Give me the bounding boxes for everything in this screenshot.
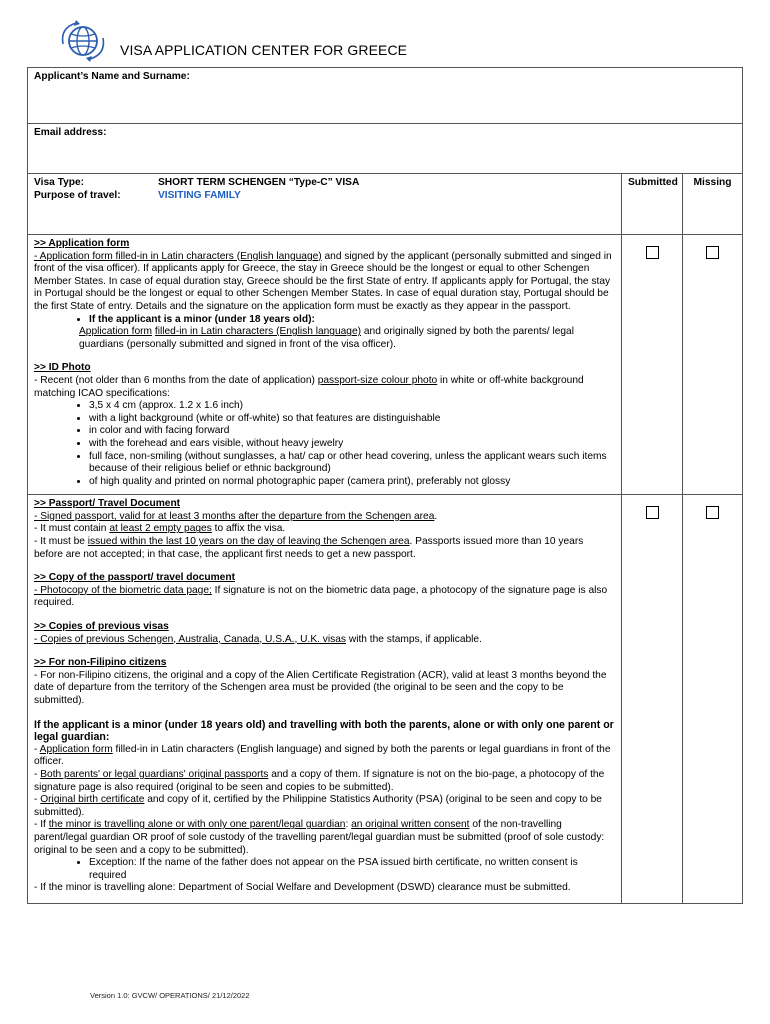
application-photo-section: >> Application form - Application form filled-in in Latin characters (English language) and signed by the applicant (personally submitted and singed in front of the visa officer). If applicants apply for Greece, the stay in Greece should be the longest or equal to other Schengen Member States. In case of equal duration stay, Greece should be the first State of entry. If applicants apply for Portugal, the stay in Portugal should be the longest or equal to other Schengen Member States. In case of equal duration stay, Portugal should be the first State of entry. Details and the signature on the application form must be exactly as they appear in the passport. • If the applicant is a minor (under 18 years old): Application form filled-in in Latin characters (English language) and originally signed by both the parents/ legal guardians (personally submitted and signed in front of the visa officer). >> ID Photo - Recent (not older than 6 months from the date of application) passport-size colour photo in white or off-white background matching ICAO specifications: • 3,5 x 4 cm (approx. 1.2 x 1.6 inch) • with a light background (white or off-white) so that features are distinguishable • in color and with facing forward • with the forehead and ears visible, without heavy jewelry • full face, non-smiling (without sunglasses, a hat/ cap or other head covering, unless the applicant wears such items because of their religious belief or ethnic background) • of high quality and printed on normal photographic paper (camera print), preferably not glossy <box>28 235 622 495</box>
page-title: VISA APPLICATION CENTER FOR GREECE <box>120 42 408 58</box>
list-item: • of high quality and printed on normal photographic paper (camera print), preferably not glossy <box>89 476 615 489</box>
non-filipino-heading: >> For non-Filipino citizens <box>34 657 167 669</box>
visa-type-value: SHORT TERM SCHENGEN “Type-C” VISA <box>158 177 360 188</box>
passport-heading: >> Passport/ Travel Document <box>34 498 181 510</box>
exception-item: • Exception: If the name of the father does not appear on the PSA issued birth certificate, no written consent is required <box>89 857 615 882</box>
minor-bullet: • If the applicant is a minor (under 18 years old): <box>89 314 615 327</box>
email-label: Email address: <box>34 127 107 138</box>
applicant-name-label: Applicant’s Name and Surname: <box>34 71 190 82</box>
copy-passport-heading: >> Copy of the passport/ travel document <box>34 572 235 584</box>
submitted-checkbox-1[interactable] <box>646 246 659 259</box>
globe-icon <box>58 18 108 64</box>
submitted-checkbox-2[interactable] <box>646 506 659 519</box>
email-field[interactable] <box>28 124 743 174</box>
version-footer: Version 1.0: GVCW/ OPERATIONS/ 21/12/2022 <box>90 991 250 1000</box>
checklist-table <box>27 67 743 904</box>
list-item: • with a light background (white or off-white) so that features are distinguishable <box>89 413 615 426</box>
list-item: • 3,5 x 4 cm (approx. 1.2 x 1.6 inch) <box>89 400 615 413</box>
submitted-header: Submitted <box>622 174 683 235</box>
list-item: • with the forehead and ears visible, without heavy jewelry <box>89 438 615 451</box>
application-form-heading: >> Application form <box>34 238 130 249</box>
list-item: • in color and with facing forward <box>89 425 615 438</box>
missing-checkbox-1[interactable] <box>706 246 719 259</box>
missing-checkbox-2[interactable] <box>706 506 719 519</box>
purpose-value: VISITING FAMILY <box>158 189 241 201</box>
list-item: • full face, non-smiling (without sunglasses, a hat/ cap or other head covering, unless the applicant wears such items because of their religious belief or ethnic background) <box>89 451 615 476</box>
id-photo-heading: >> ID Photo <box>34 362 91 374</box>
minor-heading: If the applicant is a minor (under 18 years old) and travelling with both the parents, alone or with only one parent or legal guardian: <box>34 718 614 744</box>
missing-header: Missing <box>683 174 743 235</box>
documents-section: >> Passport/ Travel Document - Signed passport, valid for at least 3 months after the departure from the Schengen area. - It must contain at least 2 empty pages to affix the visa. - It must be issued within the last 10 years on the day of leaving the Schengen area. Passports issued more than 10 years before are not accepted; in that case, the applicant first needs to get a new passport. >> Copy of the passport/ travel document - Photocopy of the biometric data page; If signature is not on the biometric data page, a photocopy of the signature page is also required. >> Copies of previous visas - Copies of previous Schengen, Australia, Canada, U.S.A., U.K. visas with the stamps, if applicable. >> For non-Filipino citizens - For non-Filipino citizens, the original and a copy of the Alien Certificate Registration (ACR), valid at least 3 months beyond the date of departure from the territory of the Schengen area must be provided (the original to be seen and the copy to be submitted). If the applicant is a minor (under 18 years old) and travelling with both the parents, alone or with only one parent or legal guardian: - Application form filled-in in Latin characters (English language) and signed by both the parents or legal guardians in front of the officer. - Both parents' or legal guardians' original passports and a copy of them. If signature is not on the bio-page, a photocopy of the signature page is also required (original to be seen and copies to be submitted). - Original birth certificate and copy of it, certified by the Philippine Statistics Authority (PSA) (original to be seen and copy to be submitted). - If the minor is travelling alone or with only one parent/legal guardian: an original written consent of the non-travelling parent/legal guardian OR proof of sole custody of the travelling parent/legal guardian must be submitted (proof of sole custody: original to be seen and a copy to be submitted). • Exception: If the name of the father does not appear on the PSA issued birth certificate, no written consent is required - If the minor is travelling alone: Department of Social Welfare and Development (DSWD) clearance must be submitted. <box>28 495 622 904</box>
previous-visas-heading: >> Copies of previous visas <box>34 621 169 633</box>
purpose-label: Purpose of travel: <box>34 189 121 201</box>
applicant-name-field[interactable] <box>28 68 743 124</box>
visa-type-label: Visa Type: <box>34 177 85 188</box>
